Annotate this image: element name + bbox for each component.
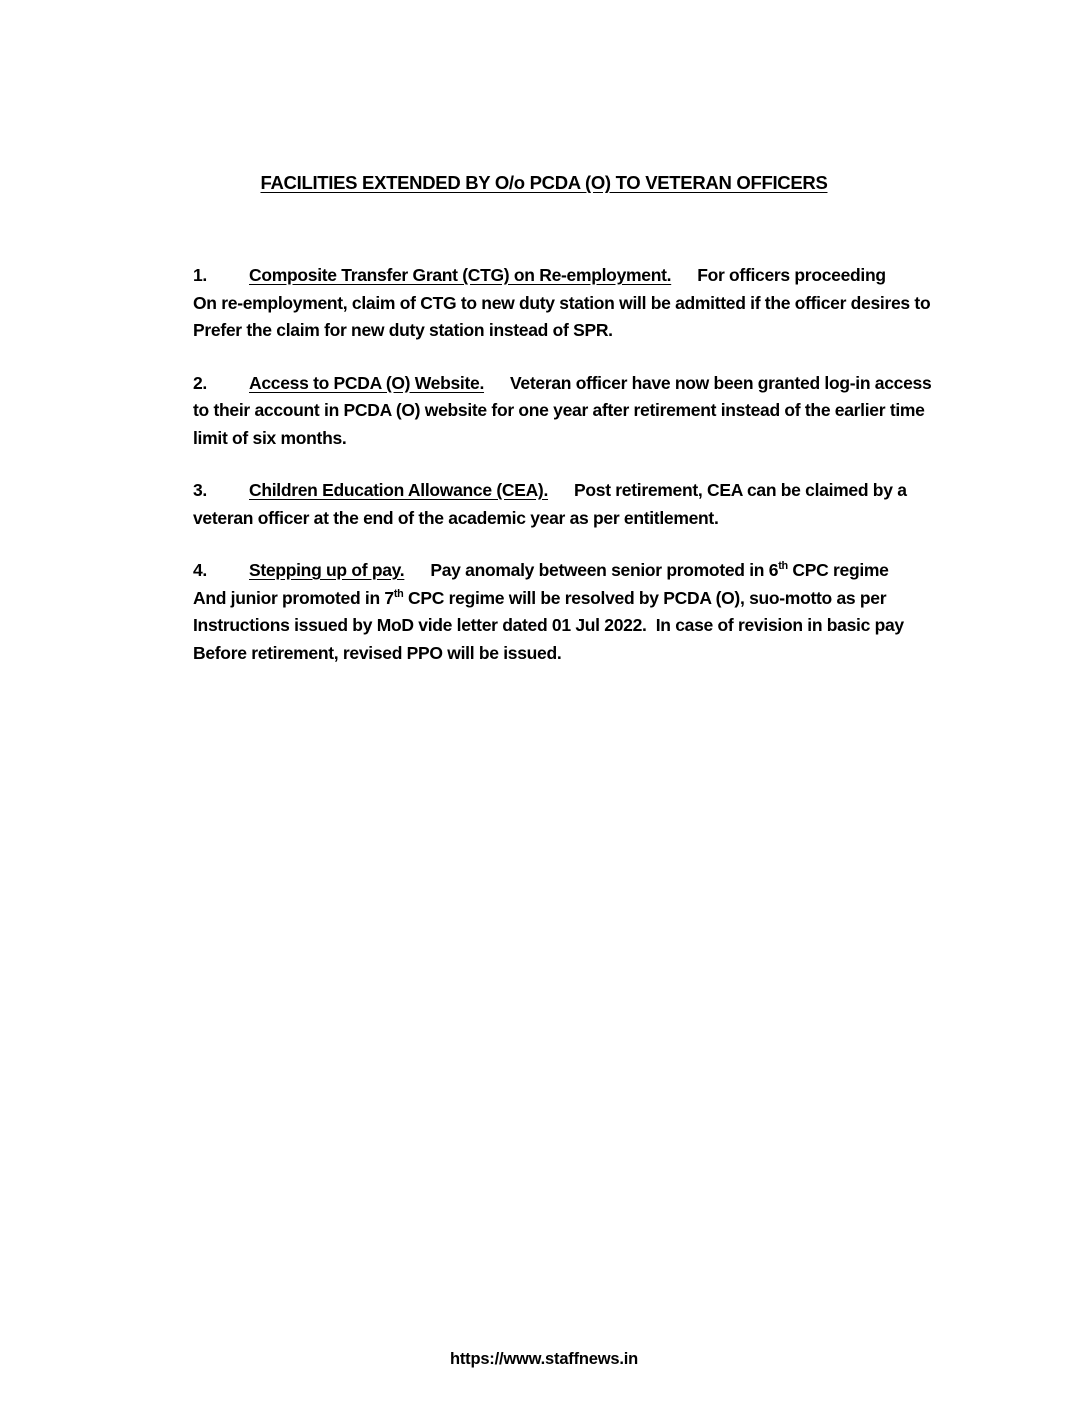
body-text: Before retirement, revised PPO will be issued.	[193, 642, 562, 663]
text-line	[193, 262, 1053, 290]
paragraph-2	[193, 370, 1053, 453]
superscript-text: th	[393, 587, 404, 600]
superscript-text: th	[778, 560, 788, 573]
paragraph-heading: Composite Transfer Grant (CTG) on Re-employment.	[249, 265, 672, 285]
text-line	[193, 557, 1053, 585]
body-text: Veteran officer have now been granted log-in access	[510, 372, 932, 393]
text-line	[193, 477, 1053, 505]
footer-url: https://www.staffnews.in	[449, 1350, 638, 1368]
paragraph-number: 1.	[193, 265, 207, 285]
document-body	[193, 262, 1053, 692]
body-text: Prefer the claim for new duty station instead of SPR.	[193, 320, 613, 340]
body-text: Post retirement, CEA can be claimed by a	[574, 480, 907, 500]
text-line	[193, 425, 1053, 453]
text-line	[193, 290, 1053, 318]
paragraph-number: 3.	[193, 480, 207, 500]
paragraph-number: 4.	[193, 560, 207, 580]
text-line	[193, 640, 1053, 668]
document-title: FACILITIES EXTENDED BY O/o PCDA (O) TO VETERAN OFFICERS	[260, 172, 828, 193]
text-line	[193, 370, 1053, 398]
text-line	[193, 505, 1053, 533]
text-line	[193, 397, 1053, 425]
body-text: And junior promoted in 7	[193, 587, 394, 608]
paragraph-heading: Access to PCDA (O) Website.	[249, 372, 485, 393]
body-text: Pay anomaly between senior promoted in 6	[430, 560, 779, 580]
body-text: CPC regime	[787, 560, 889, 580]
body-text: CPC regime will be resolved by PCDA (O), suo-motto as per	[403, 587, 887, 608]
body-text: On re-employment, claim of CTG to new duty station will be admitted if the officer desires to	[193, 292, 931, 313]
text-line	[193, 585, 1053, 613]
text-line	[193, 612, 1053, 640]
body-text: Instructions issued by MoD vide letter dated 01 Jul 2022. In case of revision in basic pay	[193, 615, 904, 635]
body-text: limit of six months.	[193, 427, 347, 448]
body-text: veteran officer at the end of the academic year as per entitlement.	[193, 507, 719, 528]
paragraph-3	[193, 477, 1053, 532]
paragraph-heading: Children Education Allowance (CEA).	[249, 480, 549, 500]
paragraph-1	[193, 262, 1053, 345]
text-line	[193, 317, 1053, 345]
paragraph-4	[193, 557, 1053, 667]
paragraph-heading: Stepping up of pay.	[249, 560, 405, 580]
paragraph-number: 2.	[193, 372, 207, 393]
body-text: to their account in PCDA (O) website for one year after retirement instead of the earlier time	[193, 400, 925, 420]
body-text: For officers proceeding	[697, 265, 886, 285]
